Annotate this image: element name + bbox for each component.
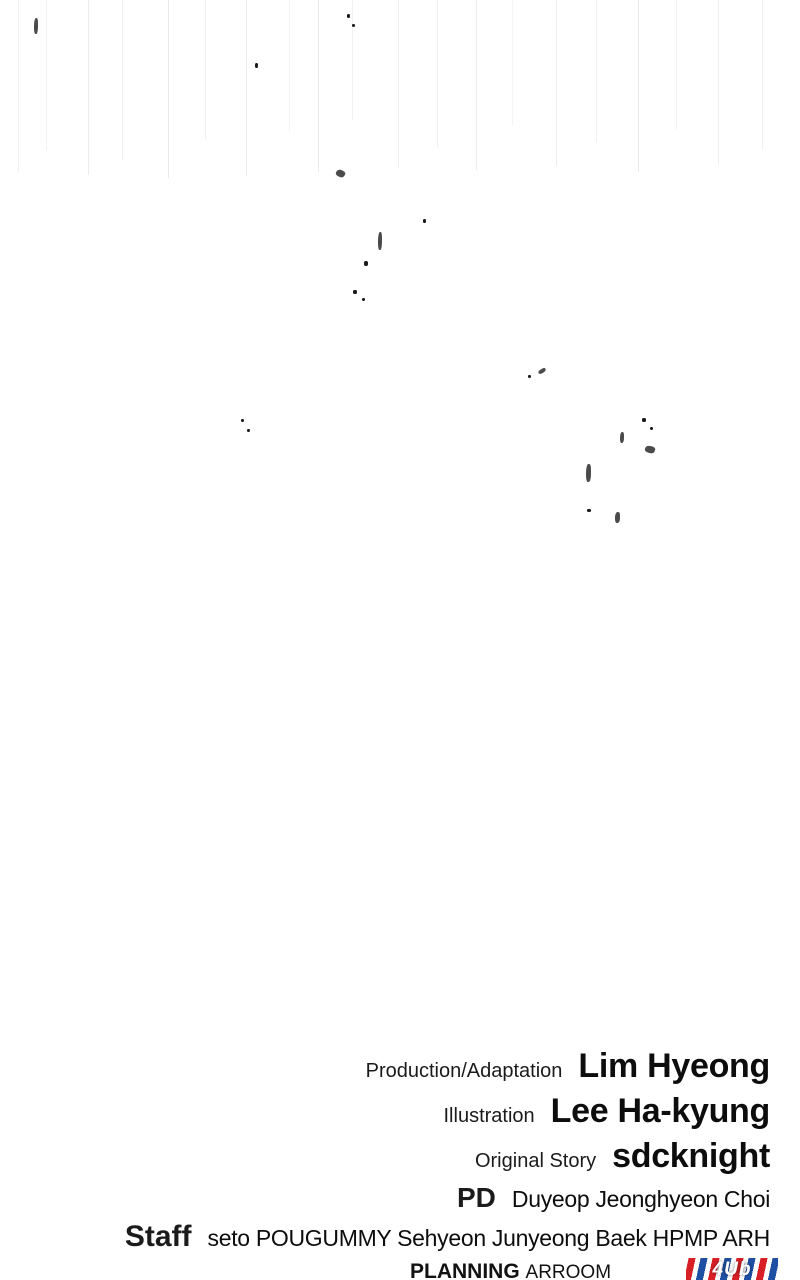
scan-streak — [762, 0, 763, 150]
scan-streak — [437, 0, 438, 148]
scan-streak — [168, 0, 169, 178]
ink-speck — [347, 14, 350, 18]
scan-streak — [398, 0, 399, 168]
scan-streak — [246, 0, 247, 176]
credit-role: Production/Adaptation — [365, 1060, 563, 1082]
scan-streak — [556, 0, 557, 166]
scan-streak — [46, 0, 47, 150]
bottom-strip — [0, 1258, 800, 1280]
scan-streak — [352, 0, 353, 120]
ink-speck — [538, 367, 547, 374]
ink-speck — [644, 445, 656, 455]
ink-speck — [586, 464, 591, 482]
ink-speck — [423, 219, 426, 223]
credit-row — [444, 1092, 771, 1131]
scan-streak — [18, 0, 19, 172]
credit-name: Lee Ha-kyung — [550, 1092, 770, 1130]
credit-role: Illustration — [443, 1105, 535, 1127]
ink-speck — [364, 261, 368, 266]
ink-speck — [587, 509, 591, 512]
scan-streak — [638, 0, 639, 172]
ink-speck — [34, 18, 38, 34]
scan-texture — [0, 0, 800, 560]
ink-speck — [255, 63, 258, 68]
scan-streak — [205, 0, 206, 140]
credit-row — [366, 1047, 770, 1086]
ink-speck — [241, 419, 244, 422]
scan-streak — [318, 0, 319, 172]
scan-streak — [122, 0, 123, 160]
ink-speck — [620, 432, 624, 443]
scan-streak — [476, 0, 477, 170]
ink-speck — [528, 375, 531, 378]
ink-speck — [650, 427, 653, 430]
planning-credit — [410, 1260, 611, 1280]
credit-name: sdcknight — [612, 1137, 770, 1175]
credit-name: Lim Hyeong — [578, 1047, 770, 1085]
scan-streak — [88, 0, 89, 175]
ink-speck — [362, 298, 365, 301]
planning-label: PLANNING — [410, 1260, 520, 1280]
credit-row — [475, 1137, 770, 1176]
ink-speck — [615, 512, 620, 523]
credit-role: Staff — [124, 1220, 192, 1253]
ink-speck — [642, 418, 646, 422]
ink-speck — [378, 232, 382, 250]
scan-streak — [512, 0, 513, 126]
ink-speck — [353, 290, 357, 294]
logo-text: 4Ub — [712, 1259, 752, 1280]
credits-block — [30, 1047, 770, 1254]
credit-name: Duyeop Jeonghyeon Choi — [511, 1186, 770, 1212]
planning-value: ARROOM — [525, 1262, 612, 1280]
ink-speck — [335, 168, 346, 178]
publisher-logo — [686, 1258, 778, 1280]
ink-speck — [352, 24, 355, 27]
ink-speck — [247, 429, 250, 432]
scan-streak — [596, 0, 597, 142]
scan-streak — [289, 0, 290, 132]
credit-role: Original Story — [474, 1150, 597, 1172]
scan-streak — [718, 0, 719, 164]
credit-role: PD — [457, 1182, 496, 1213]
credit-name: seto POUGUMMY Sehyeon Junyeong Baek HPMP ARH — [207, 1225, 770, 1251]
scan-streak — [676, 0, 677, 130]
credit-row — [457, 1182, 770, 1214]
credit-row — [125, 1220, 770, 1254]
